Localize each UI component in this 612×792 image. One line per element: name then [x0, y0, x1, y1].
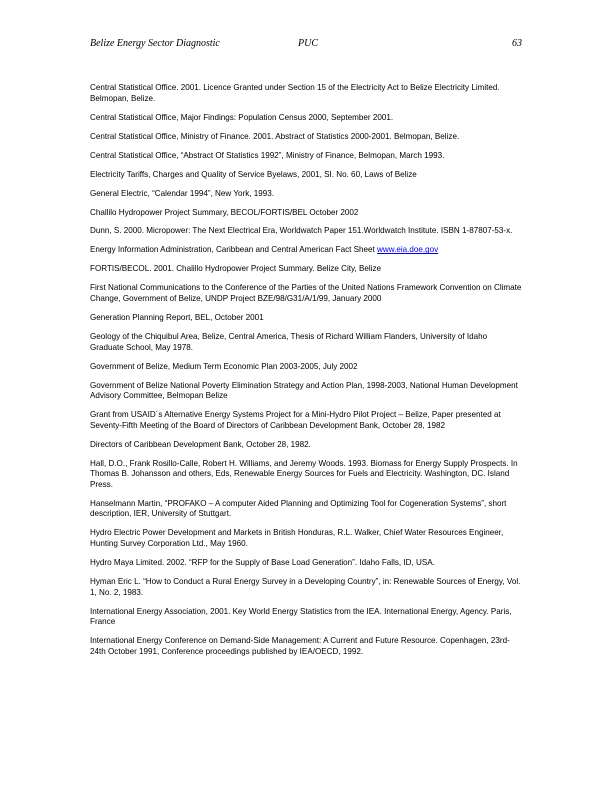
reference-list	[90, 83, 522, 666]
reference-text: International Energy Conference on Demand-Side Management: A Current and Future Resource. Copenhagen, 23rd-24th October 1991, Conference proceedings published by IEA/OECD, 1992.	[90, 636, 510, 656]
reference-item	[90, 499, 522, 520]
reference-text: Challilo Hydropower Project Summary, BECOL/FORTIS/BEL October 2002	[90, 207, 359, 217]
reference-text: Hanselmann Martin, “PROFAKO – A computer Aided Planning and Optimizing Tool for Cogeneration Systems”, short description, IER, University of Stuttgart.	[90, 498, 507, 519]
reference-item	[90, 245, 522, 256]
reference-text: Central Statistical Office, Major Findings: Population Census 2000, September 2001.	[90, 112, 394, 122]
reference-item	[90, 170, 522, 181]
reference-item	[90, 208, 522, 219]
reference-item	[90, 607, 522, 628]
reference-text: Energy Information Administration, Caribbean and Central American Fact Sheet	[90, 245, 378, 255]
reference-text: Electricity Tariffs, Charges and Quality of Service Byelaws, 2001, SI. No. 60, Laws of Belize	[90, 169, 417, 179]
reference-text: Central Statistical Office. 2001. Licence Granted under Section 15 of the Electricity Act to Belize Electricity Limited. Belmopan, Belize.	[90, 83, 500, 103]
reference-item	[90, 577, 522, 598]
reference-text: Generation Planning Report, BEL, October 2001	[90, 313, 264, 323]
reference-item	[90, 151, 522, 162]
reference-item	[90, 283, 522, 304]
reference-item	[90, 313, 522, 324]
reference-text: Hyman Eric L. “How to Conduct a Rural Energy Survey in a Developing Country”, in: Renewable Sources of Energy, Vol. 1, No. 2, 1983.	[90, 577, 521, 597]
reference-text: FORTIS/BECOL. 2001. Chalillo Hydropower Project Summary. Belize City, Belize	[90, 264, 382, 274]
reference-text: Grant from USAID´s Alternative Energy Systems Project for a Mini-Hydro Pilot Project – Belize, Paper presented at Seventy-Fifth Meeting of the Board of Directors of Caribbean Development Bank, October 28, 1982	[90, 410, 501, 430]
reference-text: Central Statistical Office, Ministry of Finance. 2001. Abstract of Statistics 2000-2001. Belmopan, Belize.	[90, 131, 460, 141]
document-title: Belize Energy Sector Diagnostic	[90, 38, 220, 49]
eia-website-link[interactable]: www.eia.doe.gov	[377, 245, 439, 255]
reference-item	[90, 381, 522, 402]
reference-item	[90, 189, 522, 200]
reference-text: Hydro Maya Limited. 2002. “RFP for the Supply of Base Load Generation”. Idaho Falls, ID, USA.	[90, 558, 435, 568]
reference-item	[90, 459, 522, 491]
reference-text: Dunn, S. 2000. Micropower: The Next Electrical Era, Worldwatch Paper 151.Worldwatch Institute. ISBN 1-87807-53-x.	[90, 226, 513, 236]
reference-item	[90, 226, 522, 237]
page-number: 63	[512, 38, 522, 49]
reference-text: Hydro Electric Power Development and Markets in British Honduras, R.L. Walker, Chief Water Resources Engineer, Hunting Survey Corporation Ltd., May 1960.	[90, 528, 504, 549]
page-header	[90, 38, 522, 52]
reference-item	[90, 83, 522, 104]
reference-item	[90, 132, 522, 143]
reference-text: International Energy Association, 2001. Key World Energy Statistics from the IEA. International Energy, Agency. Paris, France	[90, 606, 512, 627]
reference-item	[90, 113, 522, 124]
reference-item	[90, 332, 522, 353]
reference-text: Government of Belize, Medium Term Economic Plan 2003-2005, July 2002	[90, 361, 358, 371]
reference-item	[90, 558, 522, 569]
reference-text: First National Communications to the Conference of the Parties of the United Nations Framework Convention on Climate Change, Government of Belize, UNDP Project BZE/98/G31/A/1/99, January 2000	[90, 283, 522, 304]
reference-item	[90, 636, 522, 657]
reference-text: Hall, D.O., Frank Rosillo-Calle, Robert H. Williams, and Jeremy Woods. 1993. Biomass for Energy Supply Prospects. In Thomas B. Johansson and others, Eds, Renewable Energy Sources for Fuels and Electricity. Washington, DC. Island Press.	[90, 458, 518, 489]
organization-label: PUC	[298, 38, 318, 49]
reference-item	[90, 410, 522, 431]
reference-item	[90, 264, 522, 275]
reference-text: General Electric, “Calendar 1994”, New York, 1993.	[90, 188, 275, 198]
reference-item	[90, 440, 522, 451]
reference-item	[90, 528, 522, 549]
reference-text: Geology of the Chiquibul Area, Belize, Central America, Thesis of Richard William Flanders, University of Idaho Graduate School, May 1978.	[90, 332, 488, 352]
reference-item	[90, 362, 522, 373]
reference-text: Central Statistical Office, “Abstract Of Statistics 1992”, Ministry of Finance, Belmopan, March 1993.	[90, 150, 445, 160]
reference-text: Directors of Caribbean Development Bank, October 28, 1982.	[90, 439, 311, 449]
reference-text: Government of Belize National Poverty Elimination Strategy and Action Plan, 1998-2003, National Human Development Advisory Committee, Belmopan Belize	[90, 380, 518, 401]
